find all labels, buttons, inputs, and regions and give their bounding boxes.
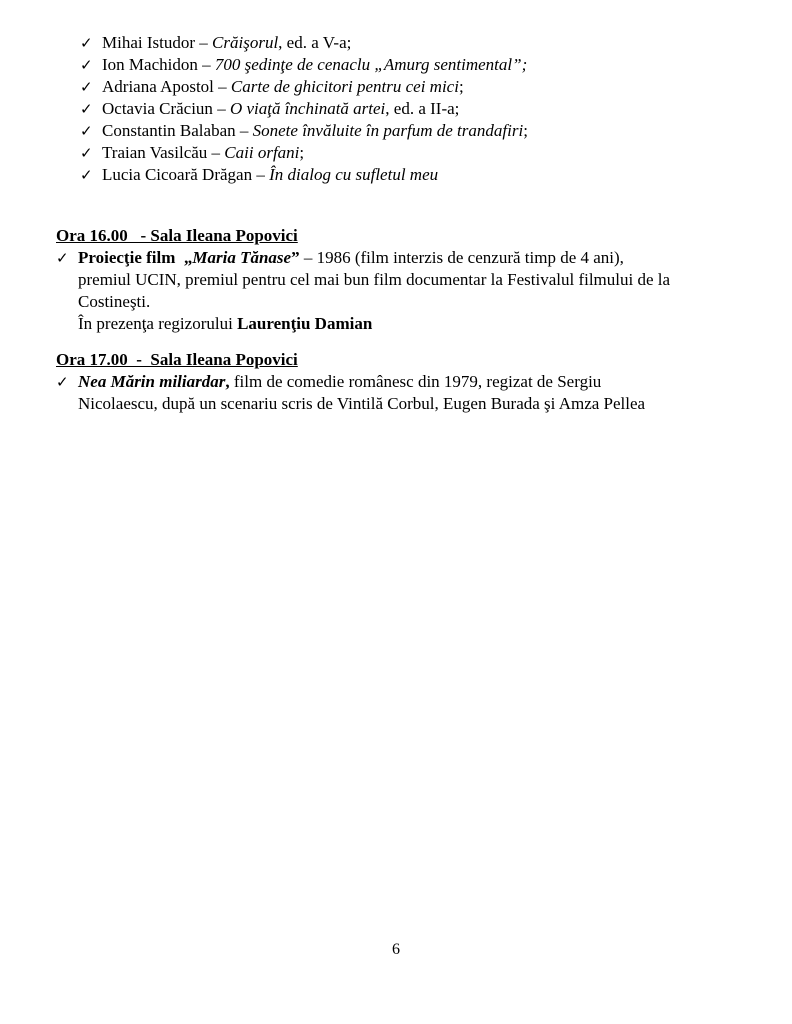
schedule-entry <box>56 371 756 415</box>
list-item <box>80 164 760 186</box>
separator: – <box>197 55 215 74</box>
entry-line-2: Nicolaescu, după un scenariu scris de Vintilă Corbul, Eugen Burada şi Amza Pellea <box>78 394 646 413</box>
list-item <box>80 32 760 54</box>
film-title: Maria Tănase <box>192 248 292 267</box>
film-title: Nea Mărin miliardar <box>78 372 226 391</box>
film-details: film de comedie românesc din 1979, regizat de Sergiu <box>229 372 602 391</box>
entry-body <box>78 247 756 335</box>
director-name: Laurenţiu Damian <box>237 314 373 333</box>
list-item-text <box>102 120 528 142</box>
section-heading: Ora 16.00 - Sala Ileana Popovici <box>56 226 298 245</box>
list-item-text <box>102 164 438 186</box>
checkmark-icon: ✓ <box>80 56 93 74</box>
checkmark-icon: ✓ <box>80 166 93 184</box>
book-list <box>80 32 760 186</box>
edition-note: ; <box>299 143 305 162</box>
separator: – <box>235 121 253 140</box>
edition-note: ; <box>458 77 464 96</box>
checkmark-icon: ✓ <box>80 78 93 96</box>
author-name: Mihai Istudor <box>102 33 196 52</box>
entry-line-1 <box>78 247 756 269</box>
book-title: În dialog cu sufletul meu <box>269 165 439 184</box>
book-title: Carte de ghicitori pentru cei mici <box>230 77 459 96</box>
book-title: Crăişorul <box>212 33 279 52</box>
list-item <box>80 120 760 142</box>
list-item <box>80 54 760 76</box>
section-heading: Ora 17.00 - Sala Ileana Popovici <box>56 350 298 369</box>
checkmark-icon: ✓ <box>80 144 93 162</box>
separator: – <box>207 143 225 162</box>
checkmark-icon: ✓ <box>80 122 93 140</box>
comma: , <box>225 372 230 391</box>
author-name: Octavia Crăciun <box>102 99 213 118</box>
list-item <box>80 98 760 120</box>
entry-line-2: premiul UCIN, premiul pentru cel mai bun film documentar la Festivalul filmului de la <box>78 270 671 289</box>
closing-quote: ” <box>291 248 300 267</box>
author-name: Traian Vasilcău <box>102 143 208 162</box>
schedule-section-1700 <box>56 349 756 415</box>
film-details: – 1986 (film interzis de cenzură timp de 4 ani), <box>299 248 624 267</box>
list-item-text <box>102 54 527 76</box>
checkmark-icon: ✓ <box>80 100 93 118</box>
author-name: Lucia Cicoară Drăgan <box>102 165 253 184</box>
author-name: Adriana Apostol <box>102 77 214 96</box>
list-item-text <box>102 98 459 120</box>
author-name: Ion Machidon <box>102 55 198 74</box>
author-name: Constantin Balaban <box>102 121 236 140</box>
entry-line-3: Costineşti. <box>78 292 151 311</box>
book-title: Caii orfani <box>224 143 300 162</box>
separator: – <box>195 33 213 52</box>
schedule-entry <box>56 247 756 335</box>
event-label: Proiecţie film „ <box>78 248 193 267</box>
separator: – <box>212 99 230 118</box>
separator: – <box>213 77 231 96</box>
edition-note: , ed. a II-a; <box>385 99 460 118</box>
list-item-text <box>102 76 464 98</box>
edition-note: , ed. a V-a; <box>278 33 352 52</box>
edition-note: ; <box>523 121 528 140</box>
checkmark-icon: ✓ <box>56 249 69 267</box>
entry-line-1 <box>78 371 756 393</box>
page-number: 6 <box>392 941 400 958</box>
entry-line-4 <box>78 313 756 335</box>
book-title: O viaţă închinată artei <box>229 99 386 118</box>
checkmark-icon: ✓ <box>80 34 93 52</box>
book-title: Sonete învăluite în parfum de trandafiri <box>252 121 524 140</box>
list-item-text <box>102 32 351 54</box>
presence-text: În prezenţa regizorului <box>78 314 238 333</box>
book-title: 700 şedinţe de cenaclu „Amurg sentimental”; <box>214 55 528 74</box>
list-item <box>80 142 760 164</box>
separator: – <box>252 165 270 184</box>
list-item <box>80 76 760 98</box>
list-item-text <box>102 142 304 164</box>
schedule-section-1600 <box>56 225 756 335</box>
entry-body <box>78 371 756 415</box>
checkmark-icon: ✓ <box>56 373 69 391</box>
